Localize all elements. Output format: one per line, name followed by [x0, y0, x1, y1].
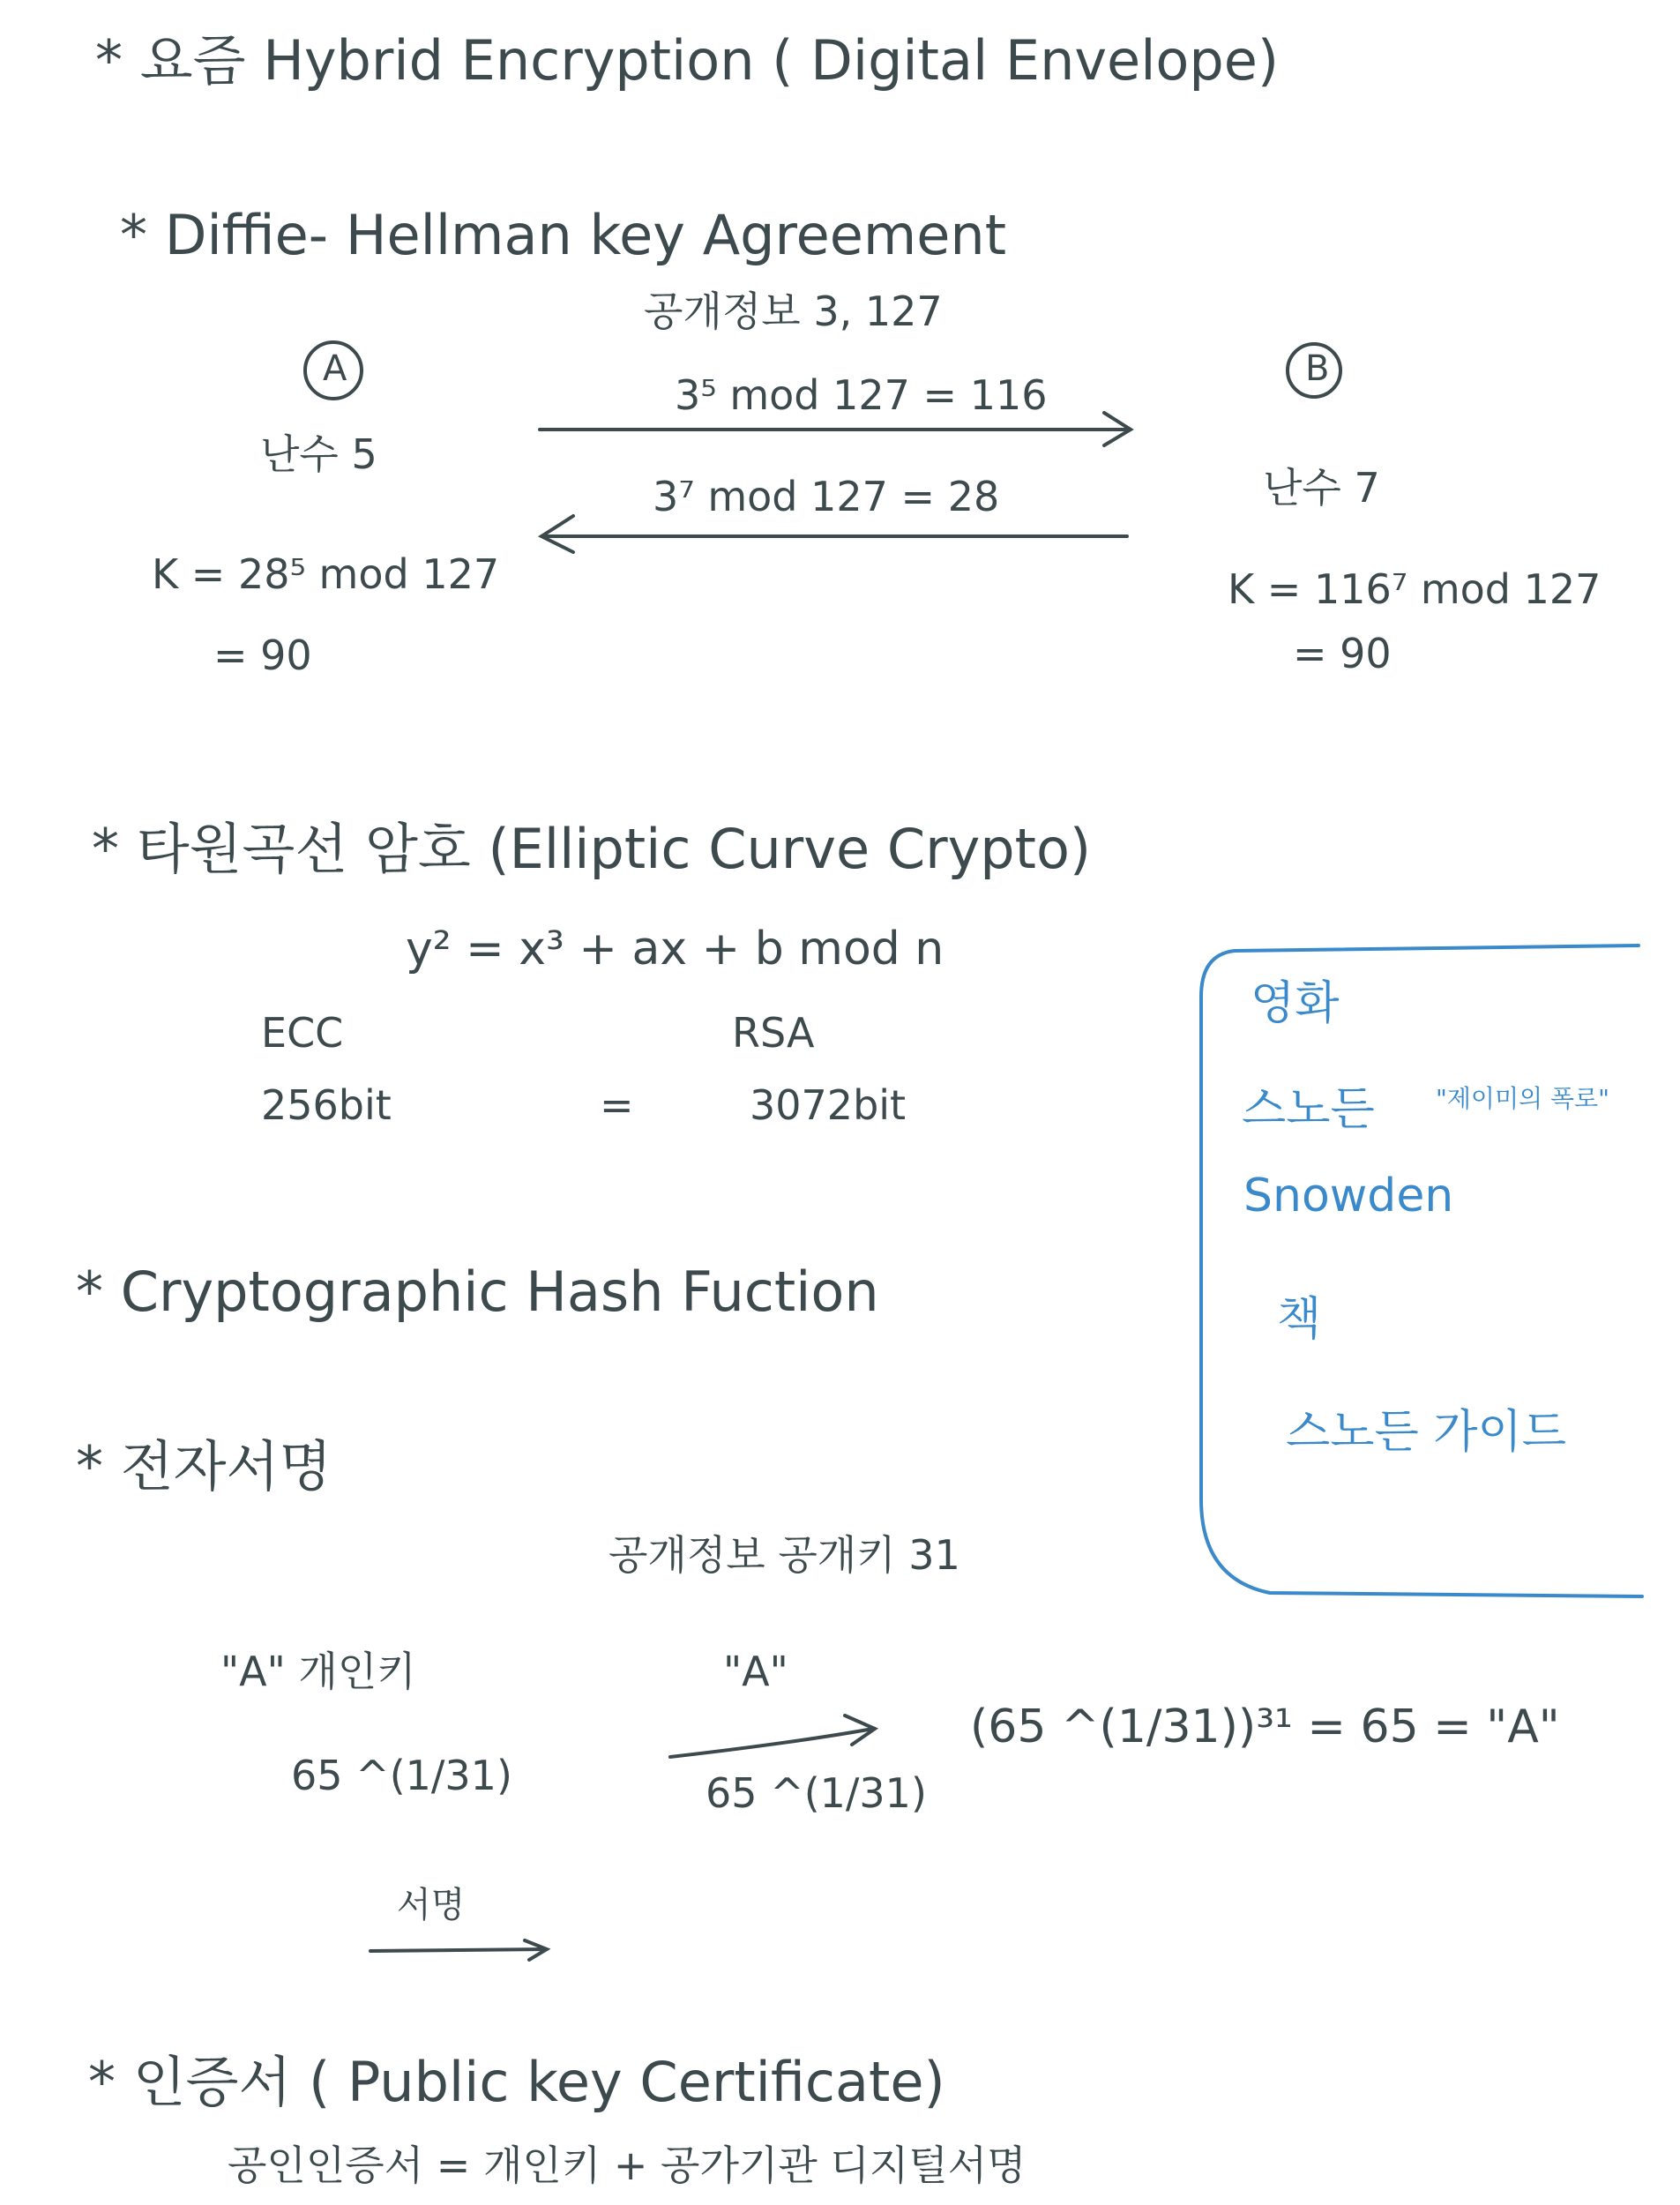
hash-heading: * Cryptographic Hash Fuction	[76, 1259, 879, 1324]
ecc-equals: =	[600, 1081, 634, 1129]
signature-heading: * 전자서명	[76, 1434, 332, 1499]
a-key-calc: K = 28⁵ mod 127	[152, 550, 500, 598]
side-box-movie: 영화	[1251, 977, 1340, 1030]
certificate-heading: * 인증서 ( Public key Certificate)	[88, 2050, 945, 2114]
ecc-col1-value: 256bit	[261, 1081, 392, 1129]
arrow-sign-send	[670, 1715, 875, 1757]
side-box-note: "제이미의 폭로"	[1436, 1084, 1609, 1113]
side-box-book: 책	[1277, 1293, 1322, 1346]
b-key-result: = 90	[1293, 630, 1392, 677]
signature-signed-value: 65 ^(1/31)	[291, 1752, 512, 1799]
party-b-label: B	[1305, 348, 1330, 389]
a-to-b-value: 3⁵ mod 127 = 116	[675, 371, 1048, 419]
hybrid-encryption-heading: * 요즘 Hybrid Encryption ( Digital Envelope)	[95, 28, 1280, 93]
signature-sent-label: "A"	[723, 1648, 788, 1695]
ecc-col2-head: RSA	[732, 1009, 815, 1057]
side-box-snowden-en: Snowden	[1243, 1170, 1454, 1222]
dh-public-info: 공개정보 3, 127	[644, 288, 943, 335]
ecc-col2-value: 3072bit	[750, 1081, 907, 1129]
b-to-a-value: 3⁷ mod 127 = 28	[653, 473, 1000, 520]
side-box-outline	[1201, 946, 1642, 1596]
signature-verify: (65 ^(1/31))³¹ = 65 = "A"	[970, 1700, 1560, 1753]
a-key-result: = 90	[213, 632, 312, 679]
dh-heading: * Diffie- Hellman key Agreement	[120, 203, 1007, 267]
arrow-b-to-a	[541, 516, 1127, 552]
signature-message: "A" 개인키	[220, 1648, 416, 1695]
sign-underline	[370, 1940, 547, 1960]
ecc-equation: y² = x³ + ax + b mod n	[406, 923, 945, 975]
side-box-snowden-kr: 스노든	[1242, 1083, 1375, 1136]
signature-public-info: 공개정보 공개키 31	[609, 1531, 960, 1579]
b-random-number: 난수 7	[1263, 464, 1380, 512]
signature-sign-label: 서명	[397, 1885, 466, 1925]
ecc-col1-head: ECC	[261, 1009, 344, 1057]
b-key-calc: K = 116⁷ mod 127	[1228, 565, 1602, 613]
party-a-label: A	[323, 348, 347, 389]
certificate-definition: 공인인증서 = 개인키 + 공가기관 디지털서명	[228, 2141, 1027, 2189]
signature-sent-value: 65 ^(1/31)	[706, 1769, 927, 1817]
ecc-heading: * 타원곡선 암호 (Elliptic Curve Crypto)	[92, 817, 1092, 881]
a-random-number: 난수 5	[260, 430, 377, 478]
side-box-guide: 스노든 가이드	[1286, 1406, 1566, 1459]
